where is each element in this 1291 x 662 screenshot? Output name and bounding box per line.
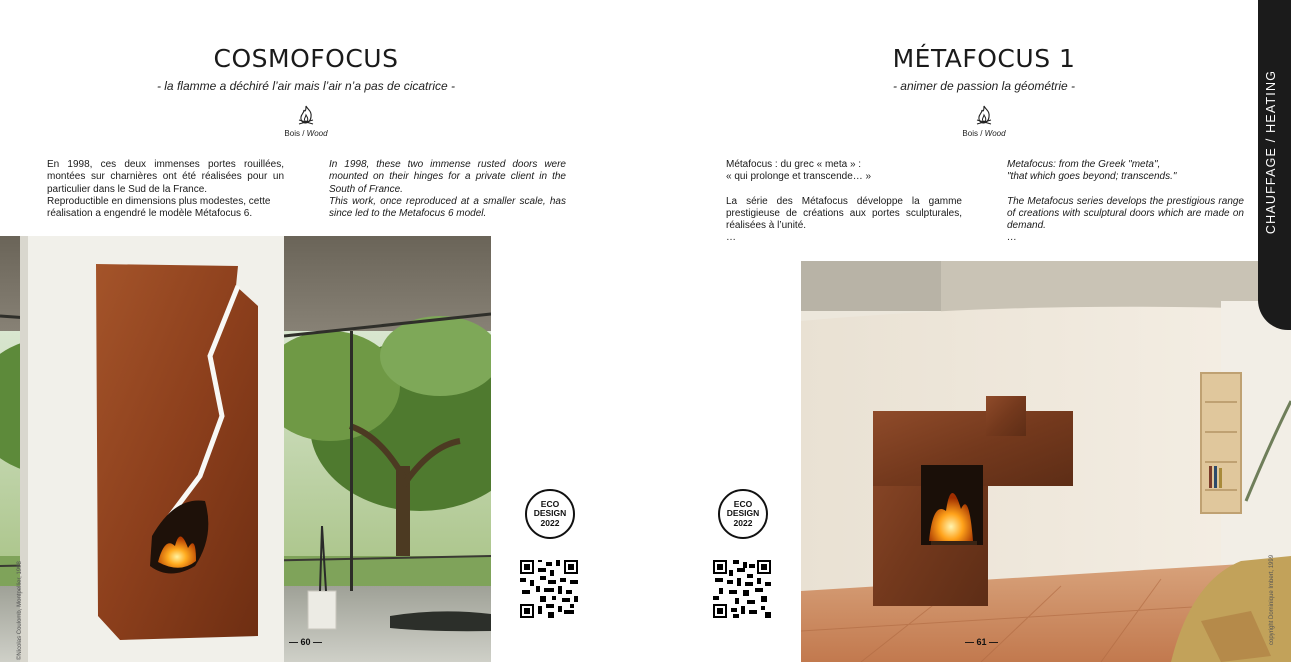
page-title-cosmofocus: COSMOFOCUS [213,44,399,73]
description-french: En 1998, ces deux immenses portes rouillées, montées sur charnières ont été réalisées pour un particulier dans le Sud de la France. Reproductible en dimensions plus modestes, cette réalisation a engendré le modèle Métafocus 6. [47,159,284,220]
fuel-type-wood [939,105,1029,138]
description-french: Métafocus : du grec « meta » : « qui prolonge et transcende… » La série des Métafocus développe la gamme prestigieuse de créations aux portes sculpturales, réalisées à l’unité. … [726,159,962,244]
qr-code[interactable] [713,560,771,618]
description-english: In 1998, these two immense rusted doors were mounted on their hinges for a private client in the South of France. This work, once reproduced at a smaller scale, has since led to the Metafocus 6 model. [329,159,566,220]
section-tab-label: CHAUFFAGE / HEATING [1264,69,1278,235]
fuel-type-wood [261,105,351,138]
cosmofocus-photo [0,236,491,662]
fuel-label: Bois / Wood [284,129,328,138]
page-subtitle-cosmofocus: - la flamme a déchiré l’air mais l’air n’a pas de cicatrice - [156,79,456,93]
metafocus-photo [801,261,1291,662]
wood-flame-icon [297,105,315,125]
fuel-label: Bois / Wood [962,129,1006,138]
page-title-metafocus: MÉTAFOCUS 1 [892,44,1076,73]
qr-code[interactable] [520,560,578,618]
description-english: Metafocus: from the Greek "meta", "that which goes beyond; transcends." The Metafocus series develops the prestigious range of creations with sculptural doors which are made on demand. … [1007,159,1244,244]
eco-design-badge: ECO DESIGN 2022 [525,489,575,539]
photo-credit-right: copyright Dominique Imbert, 1999 [1269,554,1275,645]
page-number-right: — 61 — [965,637,999,647]
eco-design-badge: ECO DESIGN 2022 [718,489,768,539]
wood-flame-icon [975,105,993,125]
photo-credit-left: ©Nicolas Coulomb, Montpellier, 1998 [17,561,23,660]
page-subtitle-metafocus: - animer de passion la géométrie - [892,79,1076,93]
page-number-left: — 60 — [289,637,323,647]
